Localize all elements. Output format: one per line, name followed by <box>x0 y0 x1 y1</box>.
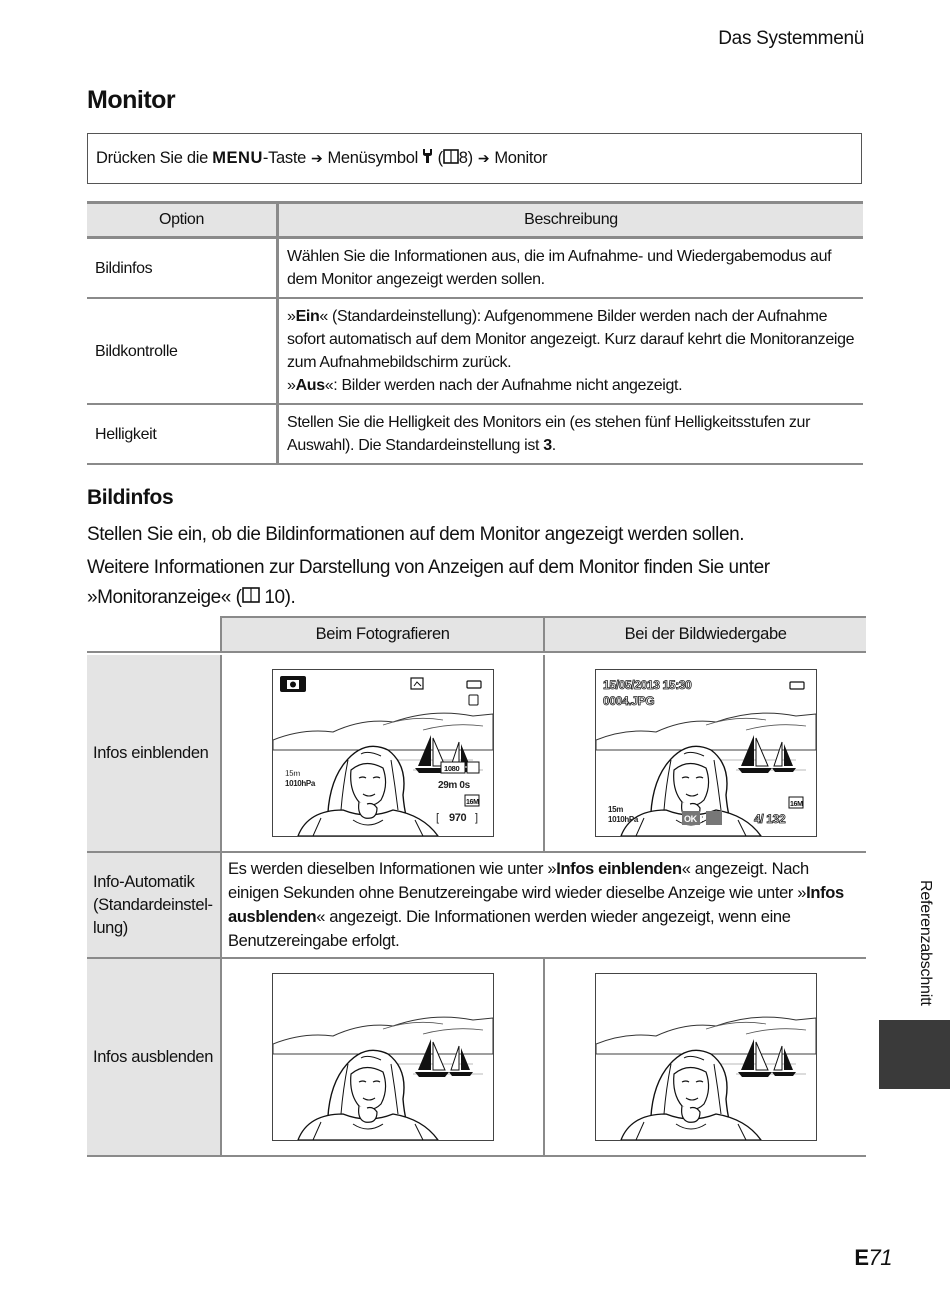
table-row <box>87 238 863 299</box>
playback-screen-cell <box>544 958 866 1156</box>
movie-time-readout: 29m 0s <box>437 780 470 791</box>
shots-remaining-readout: 970 <box>448 812 466 824</box>
image-size-readout: 16M <box>789 801 803 808</box>
paragraph-link-text: »Monitoranzeige« ( <box>87 587 242 608</box>
wrench-icon <box>422 148 433 169</box>
text-run: « angezeigt. Die Informationen werden wieder angezeigt, wenn eine Benutzereingabe erfolgt. <box>228 908 791 950</box>
page-number-value: 71 <box>868 1245 892 1270</box>
info-auto-description <box>221 852 866 958</box>
svg-text:[: [ <box>435 812 439 824</box>
reference-section-icon: E <box>854 1245 869 1270</box>
option-description: Wählen Sie die Informationen aus, die im Aufnahme- und Wiedergabemodus auf dem Monitor angezeigt werden sollen. <box>278 238 864 299</box>
table-row <box>87 298 863 404</box>
book-icon <box>242 587 260 608</box>
table-row <box>87 655 866 852</box>
paragraph-ref-page: 10). <box>259 587 296 608</box>
arrow-right-icon: ➔ <box>477 150 490 166</box>
menu-path-ref-page: 8) <box>458 149 473 167</box>
paragraph <box>87 553 770 613</box>
section-title: Bildinfos <box>87 486 174 509</box>
shooting-screen-cell <box>221 655 544 852</box>
menu-path-prefix: Drücken Sie die <box>96 149 208 167</box>
menu-key-label: MENU <box>212 149 263 167</box>
svg-text:]: ] <box>474 812 478 824</box>
pressure-readout: 1010hPa <box>284 779 315 788</box>
desc-helligkeit: Stellen Sie die Helligkeit des Monitors ein (es stehen fünf Helligkeitsstufen zur Auswahl). Die Standardeinstellung ist <box>287 414 811 454</box>
table-row <box>87 404 863 464</box>
shooting-screen-with-info <box>272 669 494 837</box>
text-run: « angezeigt. Nach einigen Sekunden ohne Benutzereingabe wird wieder dieselbe Anzeige wie unter » <box>228 860 809 902</box>
row-label-line: lung) <box>93 918 128 937</box>
value-ein: Ein <box>295 308 320 325</box>
setting-ref: Infos einblenden <box>556 860 682 878</box>
altitude-readout: 15m <box>607 805 623 814</box>
column-header-shooting: Beim Fotografieren <box>221 617 544 652</box>
altitude-readout: 15m <box>284 769 300 778</box>
menu-path-ref-open: ( <box>437 149 443 167</box>
paragraph-line: Weitere Informationen zur Darstellung von Anzeigen auf dem Monitor finden Sie unter <box>87 557 770 578</box>
book-icon <box>443 149 459 169</box>
playback-filename: 0004.JPG <box>602 694 654 708</box>
text-run: Es werden dieselben Informationen wie unter » <box>228 860 557 878</box>
row-label: Infos einblenden <box>87 655 221 852</box>
movie-mode-readout: 1080 <box>443 764 459 773</box>
menu-path-box <box>87 133 862 184</box>
setting-ref: Infos ausblenden <box>228 884 844 926</box>
menu-path-key-suffix: -Taste <box>262 149 307 167</box>
image-size-readout: 16M <box>465 799 479 806</box>
arrow-right-icon: ➔ <box>311 150 323 166</box>
section-tab-label: Referenzabschnitt <box>917 880 934 1006</box>
menu-path-step2: Monitor <box>494 149 548 167</box>
table-row <box>87 958 866 1156</box>
option-name: Bildinfos <box>87 238 278 299</box>
option-name: Helligkeit <box>87 404 278 464</box>
desc-ein: « (Standardeinstellung): Aufgenommene Bilder werden nach der Aufnahme sofort automatisch auf dem Monitor angezeigt. Kurz darauf kehrt die Monitoranzeige zum Aufnahmebildschirm zurück. <box>287 308 855 371</box>
desc-aus: «: Bilder werden nach der Aufnahme nicht angezeigt. <box>324 377 683 394</box>
column-header-playback: Bei der Bildwiedergabe <box>544 617 866 652</box>
page-title: Monitor <box>87 86 176 114</box>
menu-path-step1: Menüsymbol <box>327 149 418 167</box>
paragraph: Stellen Sie ein, ob die Bildinformationen auf dem Monitor angezeigt werden sollen. <box>87 524 745 545</box>
shooting-screen-no-info <box>272 973 494 1141</box>
bildinfos-table <box>87 616 866 1157</box>
section-tab-marker <box>879 1020 950 1089</box>
options-table <box>87 201 863 465</box>
row-label-line: Info-Automatik <box>93 872 195 891</box>
running-header: Das Systemmenü <box>718 28 864 49</box>
svg-text::: : <box>700 814 704 825</box>
svg-text:OK: OK <box>683 814 697 824</box>
row-label: Infos ausblenden <box>87 958 221 1156</box>
value-aus: Aus <box>295 377 325 394</box>
shooting-screen-cell <box>221 958 544 1156</box>
option-description: »Ein« (Standardeinstellung): Aufgenommene Bilder werden nach der Aufnahme sofort automatisch auf dem Monitor angezeigt. Kurz darauf kehrt die Monitoranzeige zum Aufnahmebildschirm zurück. »Aus«: Bilder werden nach der Aufnahme nicht angezeigt. <box>278 298 864 404</box>
table-row <box>87 852 866 958</box>
empty-header <box>87 617 221 652</box>
page-number <box>854 1245 892 1271</box>
row-label <box>87 852 221 958</box>
option-name: Bildkontrolle <box>87 298 278 404</box>
row-label-line: (Standardeinstel- <box>93 895 213 914</box>
frame-counter: 4/ 132 <box>753 812 785 826</box>
playback-datetime: 15/05/2013 15:30 <box>602 678 692 692</box>
desc-end: . <box>551 437 556 454</box>
playback-screen-with-info <box>595 669 817 837</box>
option-description <box>278 404 864 464</box>
column-header-description: Beschreibung <box>278 203 864 238</box>
column-header-option: Option <box>87 203 278 238</box>
playback-screen-no-info <box>595 973 817 1141</box>
playback-screen-cell <box>544 655 866 852</box>
pressure-readout: 1010hPa <box>607 815 638 824</box>
default-brightness: 3 <box>543 437 552 454</box>
